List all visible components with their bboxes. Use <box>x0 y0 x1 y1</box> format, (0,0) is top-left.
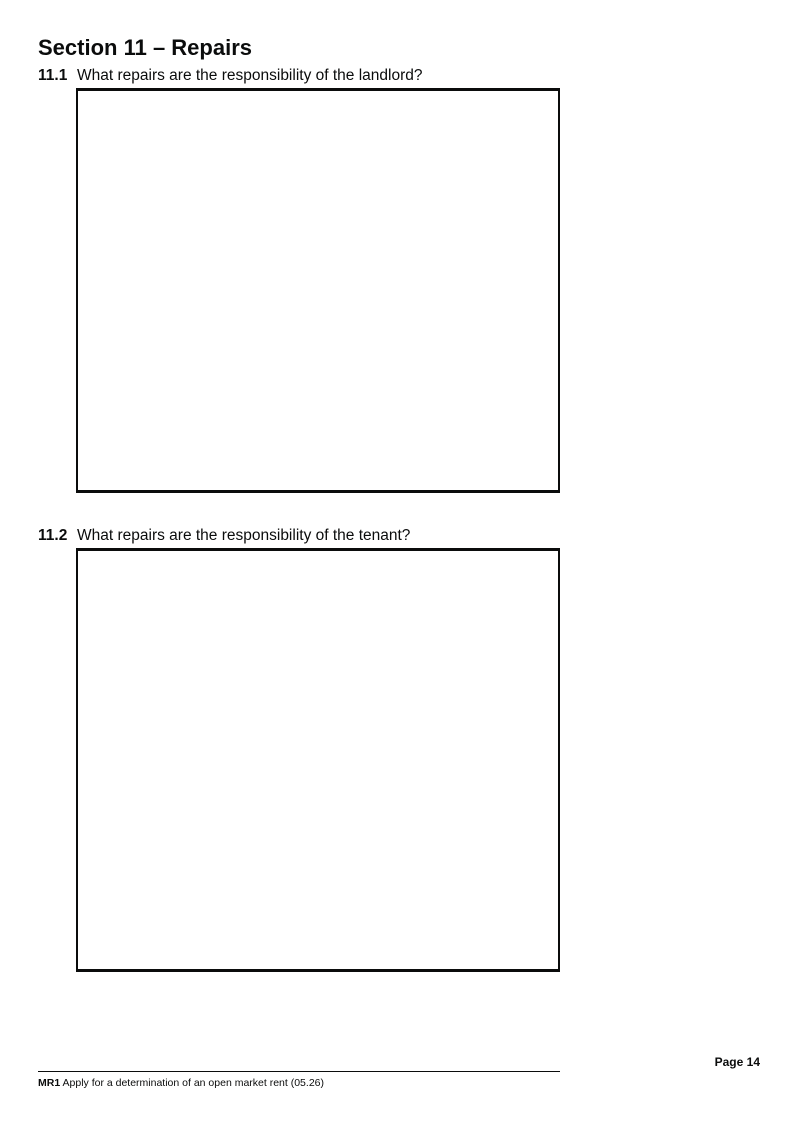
question-11-2 <box>38 526 410 546</box>
question-text: What repairs are the responsibility of the tenant? <box>77 527 411 544</box>
question-number: 11.1 <box>38 67 68 84</box>
tenant-repairs-answer-box[interactable] <box>76 548 560 972</box>
question-11-1 <box>38 66 423 86</box>
form-title: Apply for a determination of an open market rent (05.26) <box>60 1077 324 1089</box>
section-title: Section 11 – Repairs <box>38 35 252 60</box>
form-code: MR1 <box>38 1077 61 1089</box>
landlord-repairs-answer-box[interactable] <box>76 88 560 493</box>
footer-divider <box>38 1071 560 1072</box>
footer-form-reference <box>38 1077 324 1089</box>
page-number: Page 14 <box>714 1055 760 1069</box>
question-number: 11.2 <box>38 527 68 544</box>
question-text: What repairs are the responsibility of the landlord? <box>77 67 423 84</box>
